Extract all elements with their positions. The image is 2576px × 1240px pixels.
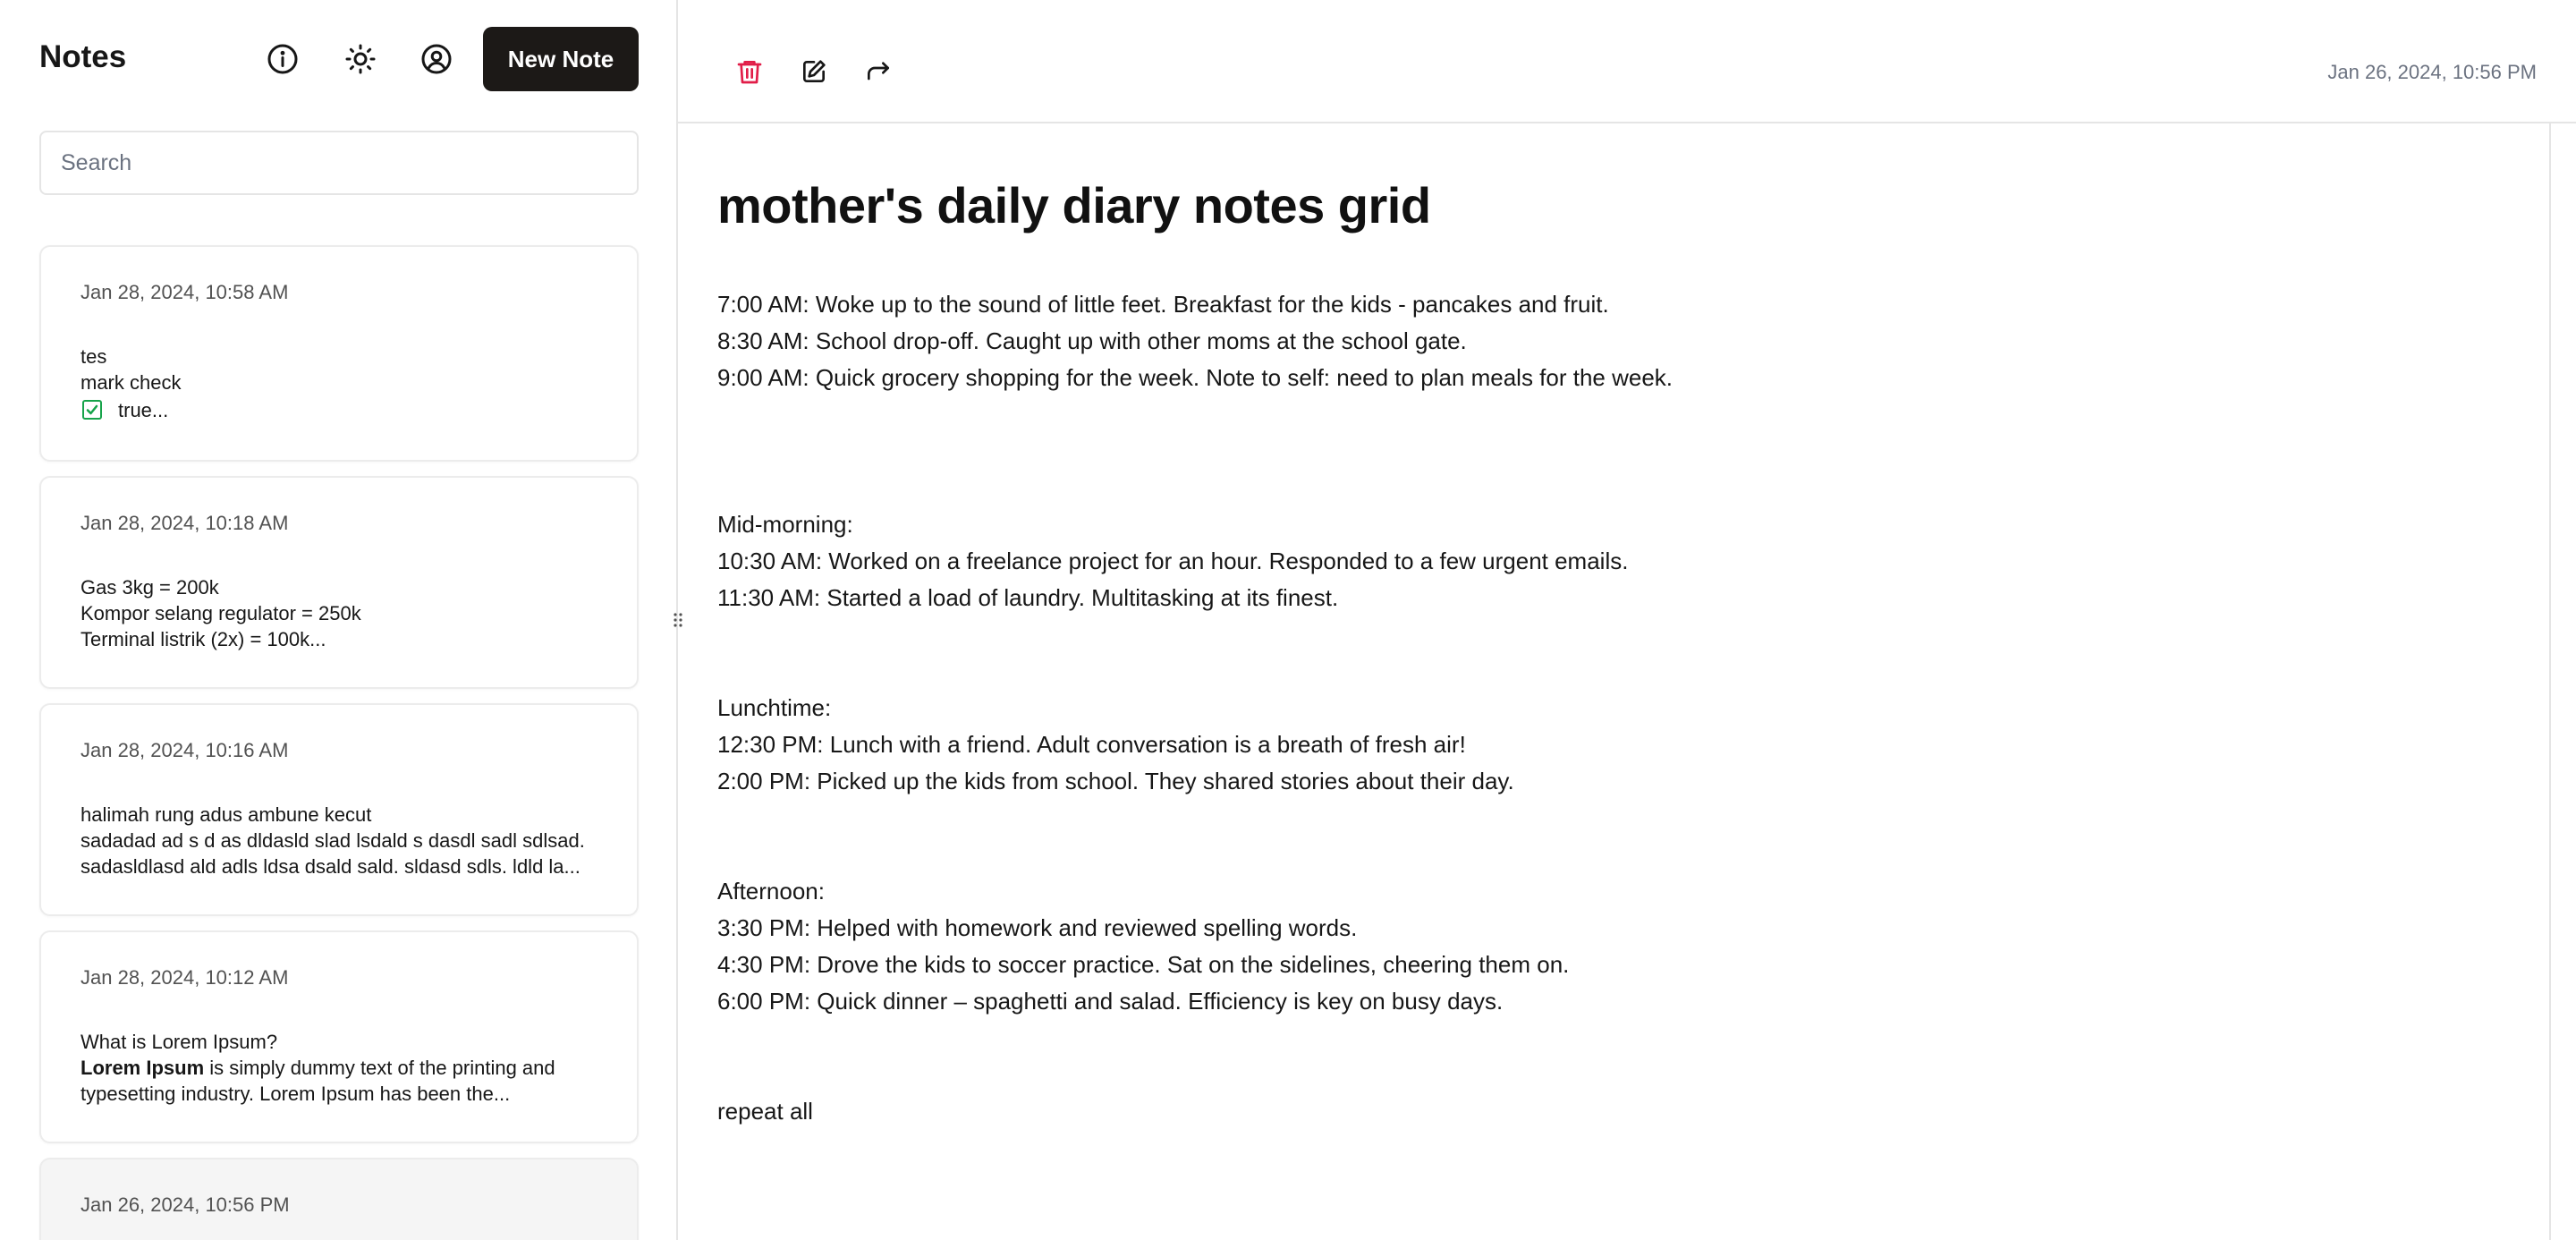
new-note-button[interactable]: New Note	[483, 27, 639, 91]
note-line: 4:30 PM: Drove the kids to soccer practice. Sat on the sidelines, cheering them on.	[717, 951, 1570, 978]
note-line: 8:30 AM: School drop-off. Caught up with other moms at the school gate.	[717, 327, 1467, 354]
note-line	[80, 1055, 608, 1081]
sun-icon	[344, 43, 377, 75]
editor-toolbar	[678, 0, 2576, 123]
bold-text: Lorem Ipsum	[80, 1057, 205, 1079]
account-button[interactable]	[413, 36, 460, 82]
trash-icon	[735, 57, 764, 86]
note-date: Jan 26, 2024, 10:56 PM	[80, 1193, 290, 1216]
note-block	[717, 286, 2506, 396]
edit-button[interactable]	[792, 50, 835, 93]
scrollbar[interactable]	[2549, 123, 2551, 1240]
note-card[interactable]	[39, 703, 639, 916]
info-button[interactable]	[259, 36, 306, 82]
share-arrow-icon	[864, 57, 893, 86]
note-block	[717, 506, 2506, 616]
note-line: 9:00 AM: Quick grocery shopping for the week. Note to self: need to plan meals for the week.	[717, 364, 1674, 391]
note-line: mark check	[80, 371, 182, 394]
note-block	[717, 873, 2506, 1020]
editor-pane	[678, 0, 2576, 1240]
note-preview	[80, 1029, 608, 1107]
note-card[interactable]	[39, 930, 639, 1143]
note-date: Jan 28, 2024, 10:18 AM	[80, 512, 289, 534]
note-footer: repeat all	[717, 1098, 813, 1125]
note-line: tes	[80, 345, 107, 368]
app-title: Notes	[39, 39, 127, 74]
note-line: 11:30 AM: Started a load of laundry. Multitasking at its finest.	[717, 584, 1339, 611]
search-input[interactable]	[39, 131, 639, 195]
note-timestamp: Jan 26, 2024, 10:56 PM	[2327, 61, 2537, 83]
note-card[interactable]	[39, 476, 639, 689]
note-preview	[80, 344, 608, 424]
note-line: 10:30 AM: Worked on a freelance project for an hour. Responded to a few urgent emails.	[717, 548, 1629, 574]
edit-icon	[800, 57, 828, 86]
theme-toggle-button[interactable]	[337, 36, 384, 82]
note-line: typesetting industry. Lorem Ipsum has been the...	[80, 1083, 511, 1105]
checklist-text: true...	[118, 398, 169, 421]
user-circle-icon	[420, 43, 453, 75]
note-line: 2:00 PM: Picked up the kids from school. They shared stories about their day.	[717, 768, 1514, 794]
checklist-item	[80, 395, 608, 424]
note-line: Gas 3kg = 200k	[80, 576, 219, 599]
sidebar	[0, 0, 678, 1240]
note-card-active[interactable]	[39, 1158, 639, 1240]
share-button[interactable]	[857, 50, 900, 93]
info-icon	[267, 43, 299, 75]
note-preview	[80, 802, 608, 879]
note-line: Terminal listrik (2x) = 100k...	[80, 628, 326, 650]
note-line: sadasldlasd ald adls ldsa dsald sald. sldasd sdls. ldld la...	[80, 855, 580, 878]
note-line: 3:30 PM: Helped with homework and reviewed spelling words.	[717, 914, 1358, 941]
note-date: Jan 28, 2024, 10:16 AM	[80, 739, 289, 761]
note-text: is simply dummy text of the printing and	[204, 1057, 555, 1079]
note-date: Jan 28, 2024, 10:12 AM	[80, 966, 289, 989]
delete-button[interactable]	[728, 50, 771, 93]
note-line: sadadad ad s d as dldasld slad lsdald s dasdl sadl sdlsad.	[80, 829, 585, 852]
note-line: 7:00 AM: Woke up to the sound of little feet. Breakfast for the kids - pancakes and fruit.	[717, 291, 1609, 318]
note-editor[interactable]	[717, 170, 2506, 1130]
section-heading: Lunchtime:	[717, 694, 832, 721]
note-block	[717, 690, 2506, 800]
section-heading: Afternoon:	[717, 878, 825, 905]
note-card[interactable]	[39, 245, 639, 462]
note-line: Kompor selang regulator = 250k	[80, 602, 361, 624]
note-line: 6:00 PM: Quick dinner – spaghetti and salad. Efficiency is key on busy days.	[717, 988, 1504, 1015]
note-line: What is Lorem Ipsum?	[80, 1031, 278, 1053]
note-line: 12:30 PM: Lunch with a friend. Adult conversation is a breath of fresh air!	[717, 731, 1466, 758]
checkbox-checked-icon	[82, 400, 102, 420]
note-line: halimah rung adus ambune kecut	[80, 803, 372, 826]
note-preview	[80, 574, 608, 652]
section-heading: Mid-morning:	[717, 511, 853, 538]
note-title[interactable]: mother's daily diary notes grid	[717, 177, 1431, 234]
note-date: Jan 28, 2024, 10:58 AM	[80, 281, 289, 303]
